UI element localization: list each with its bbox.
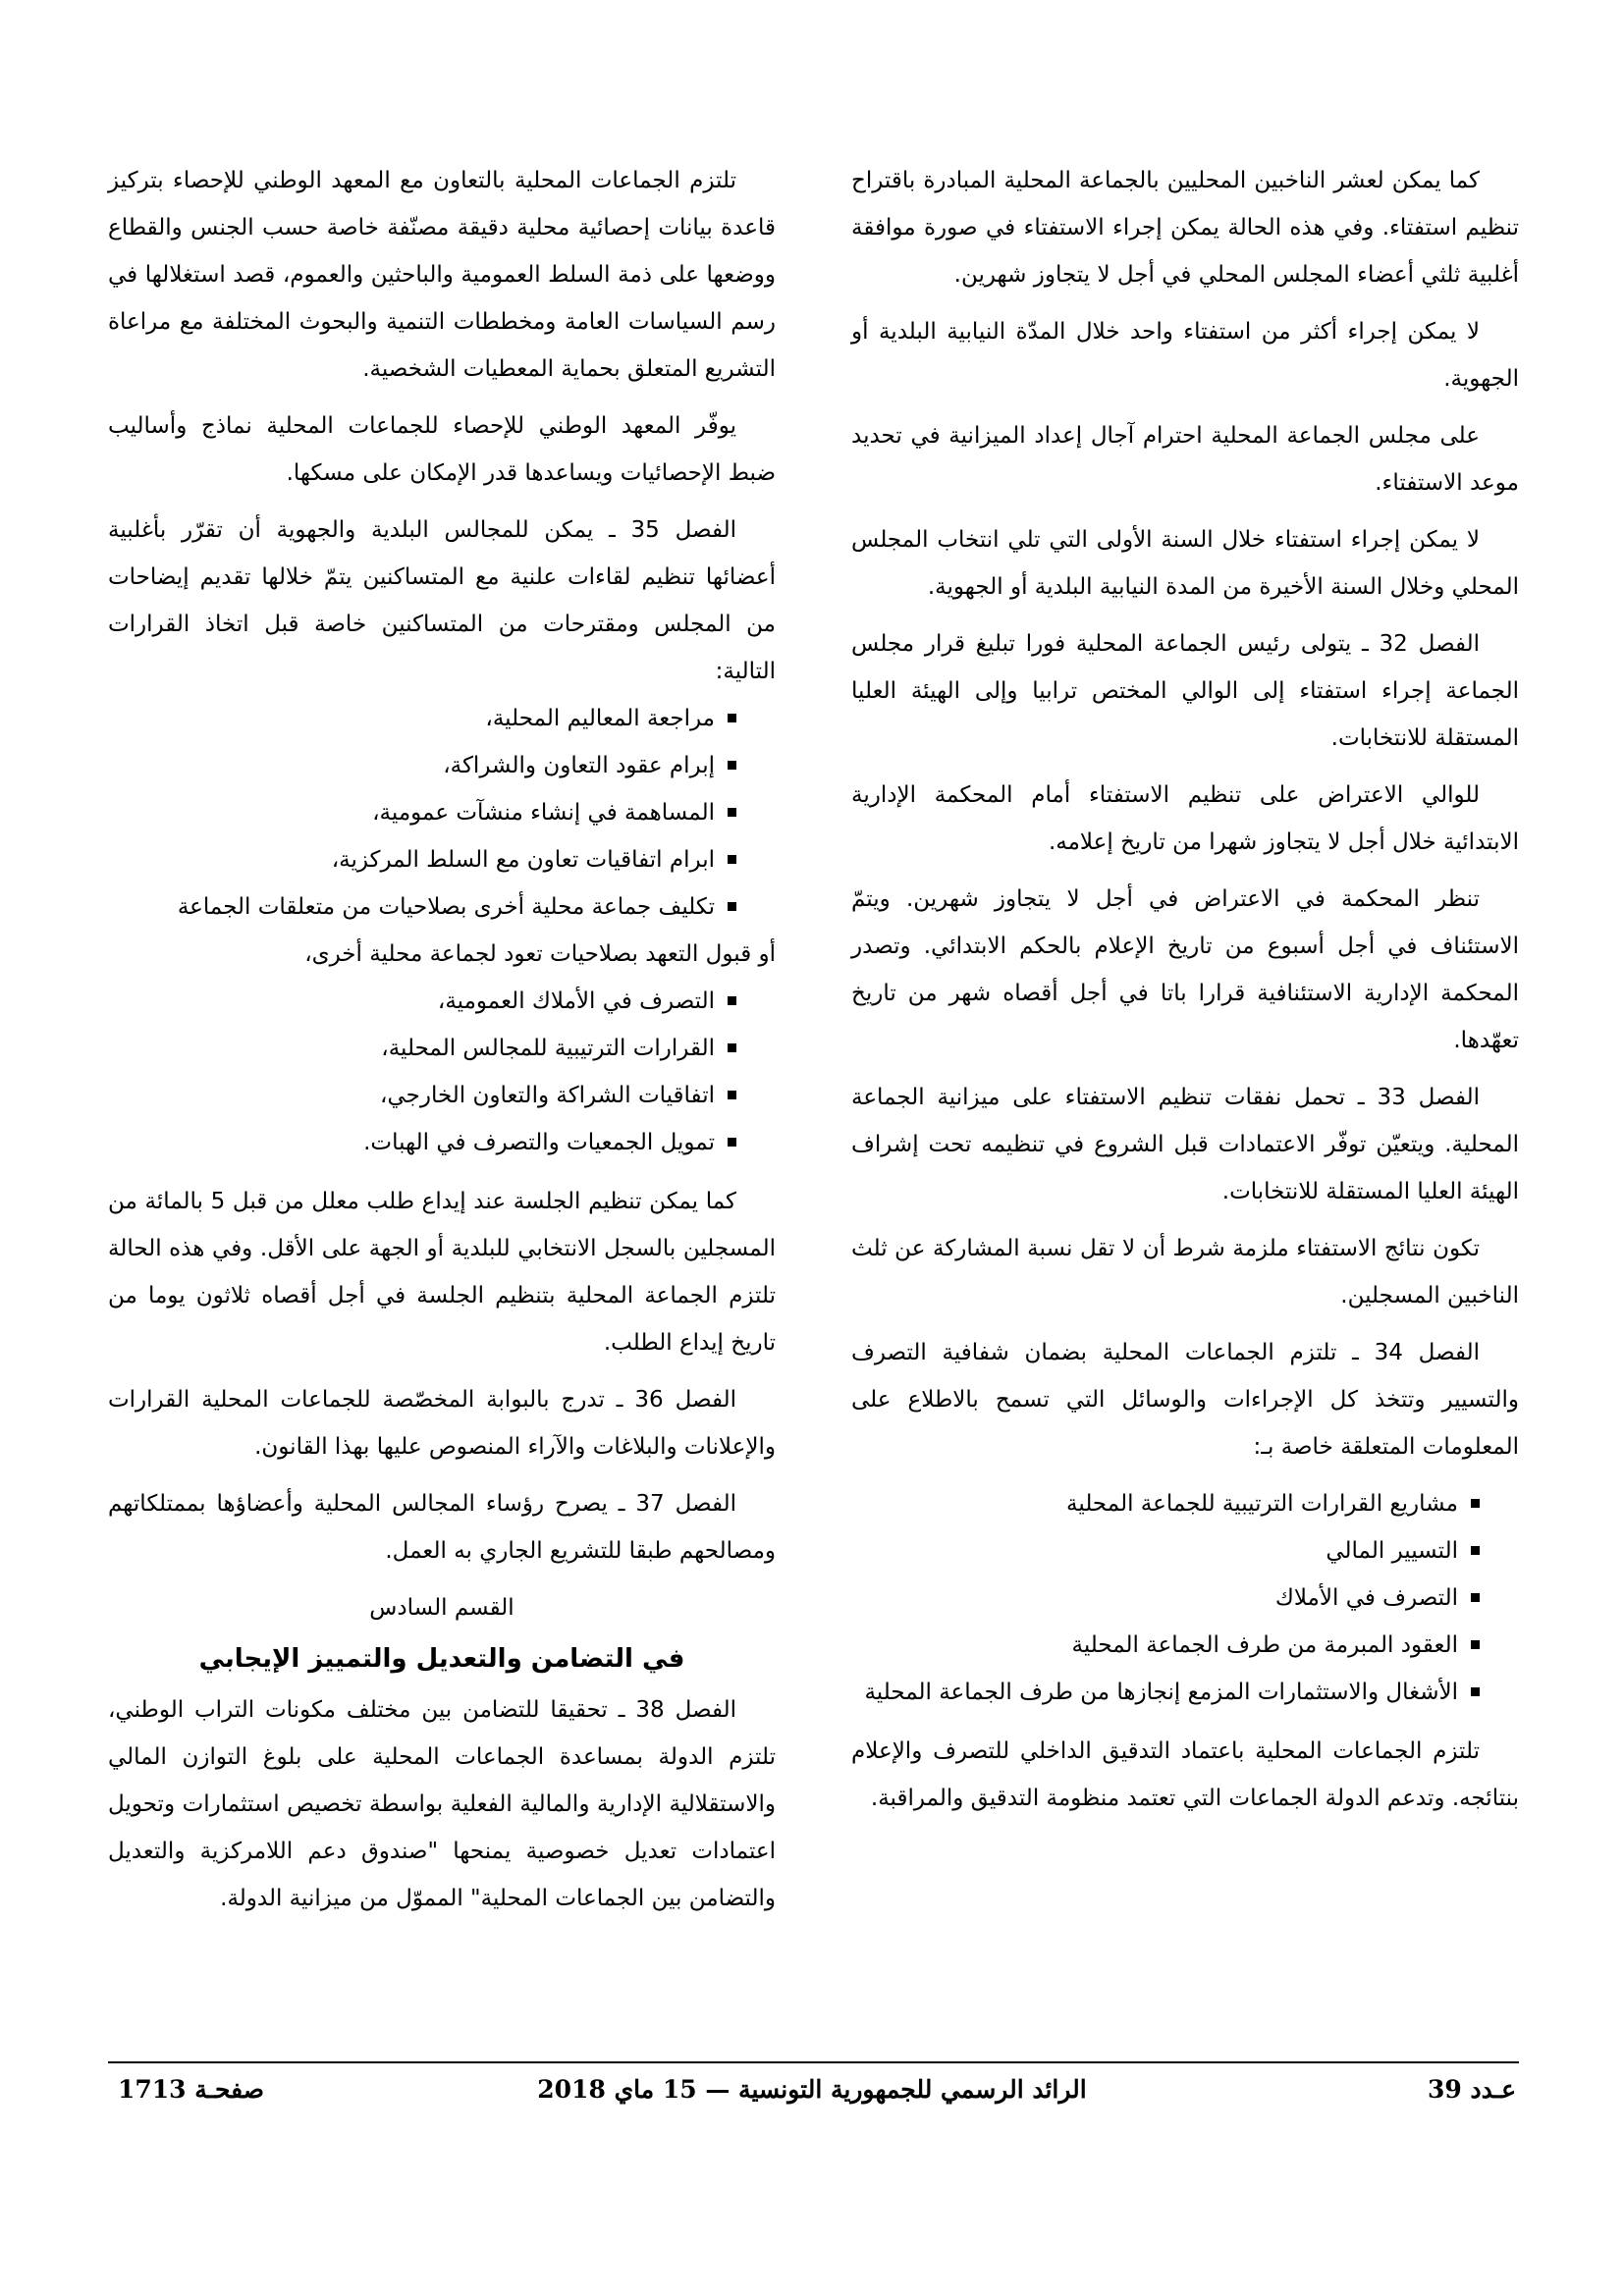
footer-page-number: صفحـة 1713: [118, 2075, 265, 2104]
square-bullet-icon: [728, 1043, 736, 1052]
section-label: القسم السادس: [369, 1595, 514, 1621]
list-item: تمويل الجمعيات والتصرف في الهبات.: [108, 1119, 736, 1166]
paragraph: كما يمكن لعشر الناخبين المحليين بالجماعة المحلية المبادرة باقتراح تنظيم استفتاء. وفي هذه الحالة يمكن إجراء الاستفتاء في صورة موافقة أغلبية ثلثي أعضاء المجلس المحلي في أجل لا يتجاوز شهرين.: [851, 168, 1519, 288]
square-bullet-icon: [1471, 1546, 1480, 1555]
paragraph: تلتزم الجماعات المحلية بالتعاون مع المعهد الوطني للإحصاء بتركيز قاعدة بيانات إحصائية محلية دقيقة مصنّفة خاصة حسب الجنس والقطاع ووضعها على ذمة السلط العمومية والباحثين والعموم، قصد استغلالها في رسم السياسات العامة ومخططات التنمية والبحوث المختلفة مع مراعاة التشريع المتعلق بحماية المعطيات الشخصية.: [108, 168, 776, 382]
decisions-list: [108, 695, 776, 931]
square-bullet-icon: [728, 996, 736, 1005]
paragraph: تنظر المحكمة في الاعتراض في أجل لا يتجاوز شهرين. ويتمّ الاستئناف في أجل أسبوع من تاريخ الإعلام بالحكم الابتدائي. وتصدر المحكمة الإدارية الاستئنافية قرارا باتا في أجل أقصاه شهر من تاريخ تعهّدها.: [851, 886, 1519, 1053]
paragraph: للوالي الاعتراض على تنظيم الاستفتاء أمام المحكمة الإدارية الابتدائية خلال أجل لا يتجاوز شهرا من تاريخ إعلامه.: [851, 782, 1519, 855]
paragraph: يوفّر المعهد الوطني للإحصاء للجماعات المحلية نماذج وأساليب ضبط الإحصائيات ويساعدها قدر الإمكان على مسكها.: [108, 413, 776, 486]
article-35: الفصل 35 ـ يمكن للمجالس البلدية والجهوية أن تقرّر بأغلبية أعضائها تنظيم لقاءات علنية مع المتساكنين يتمّ خلالها تقديم إيضاحات من المجلس ومقترحات من المتساكنين خاصة قبل اتخاذ القرارات التالية:: [108, 517, 776, 684]
paragraph: لا يمكن إجراء أكثر من استفتاء واحد خلال المدّة النيابية البلدية أو الجهوية.: [851, 319, 1519, 392]
footer-journal-title: الرائد الرسمي للجمهورية التونسية — 15 ماي 2018: [537, 2075, 1087, 2104]
list-item: المساهمة في إنشاء منشآت عمومية،: [108, 789, 736, 836]
article-36: الفصل 36 ـ تدرج بالبوابة المخصّصة للجماعات المحلية القرارات والإعلانات والبلاغات والآراء المنصوص عليها بهذا القانون.: [108, 1387, 776, 1460]
square-bullet-icon: [1471, 1499, 1480, 1508]
paragraph-continuation: أو قبول التعهد بصلاحيات تعود لجماعة محلية أخرى،: [304, 941, 776, 967]
article-38: الفصل 38 ـ تحقيقا للتضامن بين مختلف مكونات التراب الوطني، تلتزم الدولة بمساعدة الجماعات المحلية على بلوغ التوازن المالي والاستقلالية الإدارية والمالية الفعلية بواسطة تخصيص استثمارات وتحويل اعتمادات تعديل خصوصية يمنحها "صندوق دعم اللامركزية والتعديل والتضامن بين الجماعات المحلية" المموّل من ميزانية الدولة.: [108, 1697, 776, 1911]
paragraph: تلتزم الجماعات المحلية باعتماد التدقيق الداخلي للتصرف والإعلام بنتائجه. وتدعم الدولة الجماعات التي تعتمد منظومة التدقيق والمراقبة.: [851, 1738, 1519, 1811]
article-37: الفصل 37 ـ يصرح رؤساء المجالس المحلية وأعضاؤها بممتلكاتهم ومصالحهم طبقا للتشريع الجاري به العمل.: [108, 1491, 776, 1564]
paragraph: تكون نتائج الاستفتاء ملزمة شرط أن لا تقل نسبة المشاركة عن ثلث الناخبين المسجلين.: [851, 1236, 1519, 1308]
square-bullet-icon: [728, 902, 736, 911]
list-item: إبرام عقود التعاون والشراكة،: [108, 742, 736, 789]
list-item: ابرام اتفاقيات تعاون مع السلط المركزية،: [108, 836, 736, 883]
article-34: الفصل 34 ـ تلتزم الجماعات المحلية بضمان شفافية التصرف والتسيير وتتخذ كل الإجراءات والوسائل التي تسمح بالاطلاع على المعلومات المتعلقة خاصة بـ:: [851, 1340, 1519, 1460]
list-item: الأشغال والاستثمارات المزمع إنجازها من طرف الجماعة المحلية: [851, 1669, 1480, 1716]
square-bullet-icon: [1471, 1593, 1480, 1602]
footer-divider: [108, 2061, 1519, 2063]
list-item: التصرف في الأملاك العمومية،: [108, 978, 736, 1025]
square-bullet-icon: [728, 714, 736, 722]
transparency-list: [851, 1480, 1519, 1716]
square-bullet-icon: [728, 808, 736, 817]
decisions-list-continued: [108, 978, 776, 1166]
square-bullet-icon: [728, 761, 736, 770]
list-item: مراجعة المعاليم المحلية،: [108, 695, 736, 742]
square-bullet-icon: [728, 855, 736, 864]
list-item: التسيير المالي: [851, 1527, 1480, 1575]
list-item: تكليف جماعة محلية أخرى بصلاحيات من متعلقات الجماعة: [108, 883, 736, 931]
list-item: العقود المبرمة من طرف الجماعة المحلية: [851, 1622, 1480, 1669]
paragraph: على مجلس الجماعة المحلية احترام آجال إعداد الميزانية في تحديد موعد الاستفتاء.: [851, 423, 1519, 496]
square-bullet-icon: [1471, 1687, 1480, 1696]
section-title: في التضامن والتعديل والتمييز الإيجابي: [198, 1644, 685, 1674]
square-bullet-icon: [728, 1138, 736, 1147]
right-column: [851, 157, 1519, 1832]
list-item: مشاريع القرارات الترتيبية للجماعة المحلية: [851, 1480, 1480, 1527]
paragraph: لا يمكن إجراء استفتاء خلال السنة الأولى التي تلي انتخاب المجلس المحلي وخلال السنة الأخيرة من المدة النيابية البلدية أو الجهوية.: [851, 527, 1519, 600]
left-column: [108, 157, 776, 1932]
square-bullet-icon: [1471, 1640, 1480, 1649]
square-bullet-icon: [728, 1091, 736, 1099]
article-32: الفصل 32 ـ يتولى رئيس الجماعة المحلية فورا تبليغ قرار مجلس الجماعة إجراء استفتاء إلى الوالي المختص ترابيا وإلى الهيئة العليا المستقلة للانتخابات.: [851, 631, 1519, 751]
list-item: القرارات الترتيبية للمجالس المحلية،: [108, 1025, 736, 1072]
list-item: اتفاقيات الشراكة والتعاون الخارجي،: [108, 1072, 736, 1119]
paragraph: كما يمكن تنظيم الجلسة عند إيداع طلب معلل من قبل 5 بالمائة من المسجلين بالسجل الانتخابي للبلدية أو الجهة على الأقل. وفي هذه الحالة تلتزم الجماعة المحلية بتنظيم الجلسة في أجل أقصاه ثلاثون يوما من تاريخ إيداع الطلب.: [108, 1189, 776, 1356]
article-33: الفصل 33 ـ تحمل نفقات تنظيم الاستفتاء على ميزانية الجماعة المحلية. ويتعيّن توفّر الاعتمادات قبل الشروع في تنظيمه تحت إشراف الهيئة العليا المستقلة للانتخابات.: [851, 1085, 1519, 1204]
footer-issue-number: عـدد 39: [1428, 2075, 1516, 2104]
list-item: التصرف في الأملاك: [851, 1575, 1480, 1622]
